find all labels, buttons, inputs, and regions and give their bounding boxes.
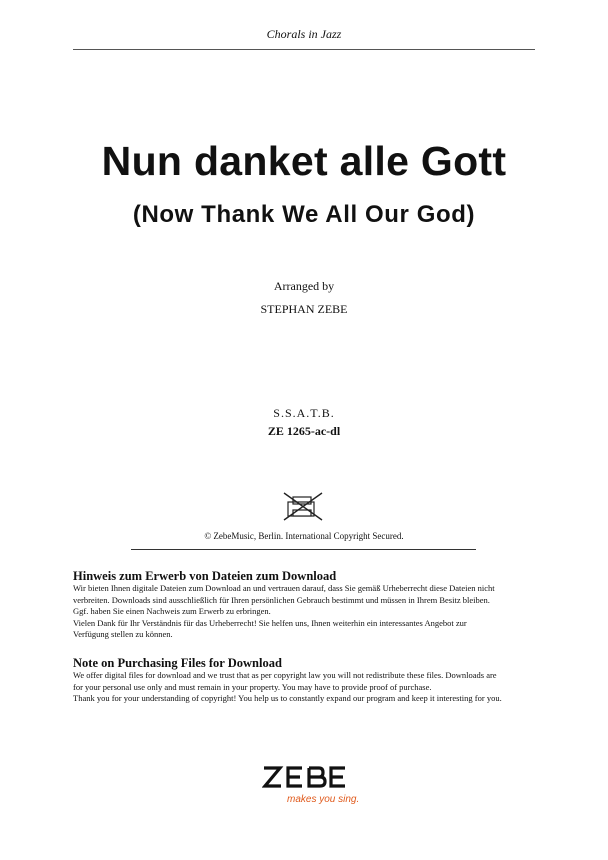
notice-en-line: for your personal use only and must remain in your property. You may have to provide proof of purchase. bbox=[73, 681, 432, 692]
notice-en-body bbox=[73, 670, 543, 705]
series-title: Chorals in Jazz bbox=[266, 27, 342, 41]
notice-de-line: Wir bieten Ihnen digitale Dateien zum Download an und vertrauen darauf, dass Sie gemäß Urheberrecht diese Dateien nicht bbox=[73, 583, 495, 593]
arranged-label: Arranged by bbox=[273, 279, 335, 293]
notice-de-heading: Hinweis zum Erwerb von Dateien zum Download bbox=[73, 569, 337, 583]
notice-de-body bbox=[73, 583, 543, 641]
logo-tagline: makes you sing. bbox=[287, 794, 360, 805]
zebe-logo bbox=[262, 762, 362, 812]
no-copy-icon bbox=[282, 490, 324, 522]
notice-en-line: Thank you for your understanding of copyright! You help us to constantly expand our program and keep it interesting for you. bbox=[73, 693, 502, 703]
notice-de-line: Ggf. haben Sie einen Nachweis zum Erwerb zu erbringen. bbox=[73, 606, 271, 616]
notice-de-line: Vielen Dank für Ihr Verständnis für das Urheberrecht! Sie helfen uns, Ihnen weiterhin ein interessantes Angebot zur bbox=[73, 617, 467, 628]
section-divider bbox=[131, 549, 476, 550]
page-title: Nun danket alle Gott bbox=[101, 138, 507, 184]
notice-de-line: verbreiten. Downloads sind ausschließlich für Ihren persönlichen Gebrauch bestimmt und müssen in Ihrem Besitz bleiben. bbox=[73, 594, 490, 605]
notice-en-heading: Note on Purchasing Files for Download bbox=[73, 656, 282, 670]
notice-de-line: Verfügung stellen zu können. bbox=[73, 629, 173, 639]
page-subtitle: (Now Thank We All Our God) bbox=[132, 201, 476, 228]
arranger-name: STEPHAN ZEBE bbox=[260, 302, 348, 316]
header-divider bbox=[73, 49, 535, 50]
catalog-code: ZE 1265-ac-dl bbox=[267, 424, 341, 438]
voicing: S.S.A.T.B. bbox=[273, 406, 335, 420]
copyright-notice: © ZebeMusic, Berlin. International Copyright Secured. bbox=[204, 531, 404, 541]
notice-en-line: We offer digital files for download and we trust that as per copyright law you will not redistribute these files. Downloads are bbox=[73, 670, 497, 680]
